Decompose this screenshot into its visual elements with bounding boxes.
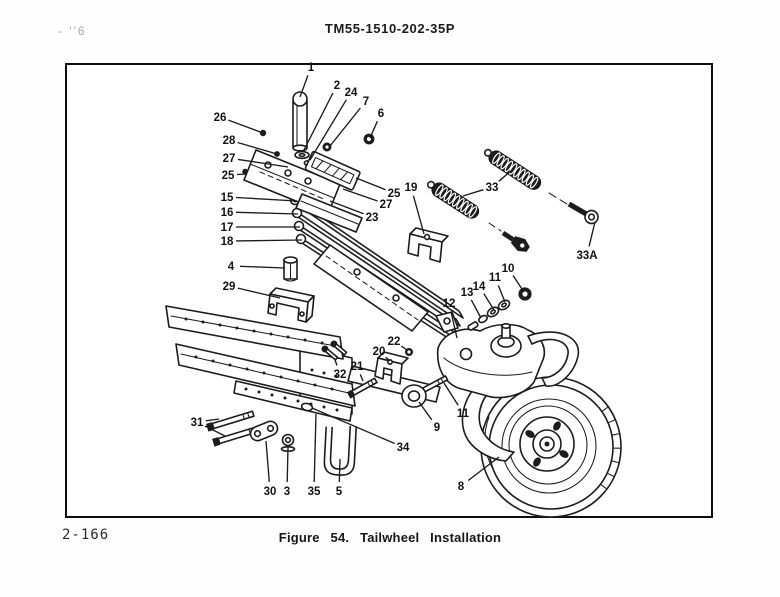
part-callout-19-12: 19 bbox=[404, 182, 418, 194]
part-callout-24-2: 24 bbox=[344, 87, 358, 99]
part-callout-2-1: 2 bbox=[333, 80, 341, 92]
part-callout-10-21: 10 bbox=[501, 263, 515, 275]
leader-line bbox=[463, 190, 483, 196]
part-callout-15-13: 15 bbox=[220, 192, 234, 204]
part-callout-21-28: 21 bbox=[350, 361, 364, 373]
part-callout-16-14: 16 bbox=[220, 207, 234, 219]
part-callout-3-36: 3 bbox=[283, 486, 291, 498]
leader-line bbox=[206, 419, 219, 421]
leader-line bbox=[236, 240, 302, 241]
leader-line bbox=[513, 276, 524, 293]
fork-housing bbox=[436, 312, 578, 397]
part-callout-26-5: 26 bbox=[213, 112, 227, 124]
part-callout-1-0: 1 bbox=[307, 62, 315, 74]
part-callout-20-27: 20 bbox=[372, 346, 386, 358]
part-callout-27-10: 27 bbox=[379, 199, 393, 211]
saddle-bracket bbox=[268, 288, 314, 322]
part-callout-32-29: 32 bbox=[333, 369, 347, 381]
leader-line bbox=[304, 93, 333, 150]
leader-line bbox=[287, 447, 288, 482]
part-callout-17-15: 17 bbox=[220, 222, 234, 234]
part-callout-18-16: 18 bbox=[220, 236, 234, 248]
part-callout-23-11: 23 bbox=[365, 212, 379, 224]
leader-line bbox=[312, 408, 395, 444]
part-callout-35-37: 35 bbox=[307, 486, 321, 498]
part-callout-4-17: 4 bbox=[227, 261, 235, 273]
leader-line bbox=[266, 441, 269, 482]
part-callout-11-32: 11 bbox=[456, 408, 470, 420]
part-callout-29-18: 29 bbox=[222, 281, 236, 293]
part-callout-31-30: 31 bbox=[190, 417, 204, 429]
part-callout-33A-20: 33A bbox=[576, 250, 598, 262]
part-callout-14-23: 14 bbox=[472, 281, 486, 293]
attach-bolt bbox=[206, 410, 254, 432]
corner-print-artifact: - ''6 bbox=[58, 24, 87, 38]
part-callout-6-4: 6 bbox=[377, 108, 385, 120]
leader-line bbox=[356, 178, 386, 190]
leader-line bbox=[330, 108, 360, 146]
part-callout-27-7: 27 bbox=[222, 153, 236, 165]
part-callout-13-24: 13 bbox=[460, 287, 474, 299]
leader-line bbox=[240, 266, 285, 268]
leader-line bbox=[471, 300, 481, 318]
leader-line bbox=[401, 346, 407, 350]
part-callout-34-33: 34 bbox=[396, 442, 410, 454]
leader-line bbox=[228, 120, 263, 133]
link-plate bbox=[248, 419, 279, 442]
part-callout-25-9: 25 bbox=[387, 188, 401, 200]
figure-caption: Figure 54. Tailwheel Installation bbox=[278, 530, 502, 545]
leader-line bbox=[370, 121, 377, 138]
leader-line bbox=[343, 189, 378, 201]
part-callout-12-25: 12 bbox=[442, 298, 456, 310]
hidden-line bbox=[489, 223, 501, 231]
leader-line bbox=[314, 414, 316, 482]
clevis-fitting bbox=[499, 227, 532, 255]
leader-line bbox=[419, 402, 432, 420]
leader-line bbox=[484, 294, 494, 310]
part-callout-8-34: 8 bbox=[457, 481, 465, 493]
part-callout-9-31: 9 bbox=[433, 422, 441, 434]
part-callout-22-26: 22 bbox=[387, 336, 401, 348]
leader-line bbox=[236, 212, 298, 214]
part-callout-28-6: 28 bbox=[222, 135, 236, 147]
rod-end-eye bbox=[566, 198, 601, 226]
part-callout-25-8: 25 bbox=[221, 170, 235, 182]
part-callout-5-38: 5 bbox=[335, 486, 343, 498]
tm-number-header: TM55-1510-202-35P bbox=[324, 21, 456, 36]
channel-bracket bbox=[408, 228, 448, 262]
leader-line bbox=[237, 174, 247, 175]
tension-spring-lower bbox=[424, 177, 482, 222]
hidden-line bbox=[549, 193, 567, 204]
leader-line bbox=[589, 222, 595, 246]
leader-line bbox=[339, 459, 340, 482]
bushing bbox=[284, 257, 297, 281]
page-number: 2-166 bbox=[62, 527, 110, 543]
part-callout-7-3: 7 bbox=[362, 96, 370, 108]
part-callout-33-19: 33 bbox=[485, 182, 499, 194]
part-callout-11-22: 11 bbox=[488, 272, 502, 284]
leader-line bbox=[498, 285, 505, 302]
part-callout-30-35: 30 bbox=[263, 486, 277, 498]
mount-frame bbox=[166, 306, 355, 421]
pivot-pin bbox=[293, 101, 307, 147]
